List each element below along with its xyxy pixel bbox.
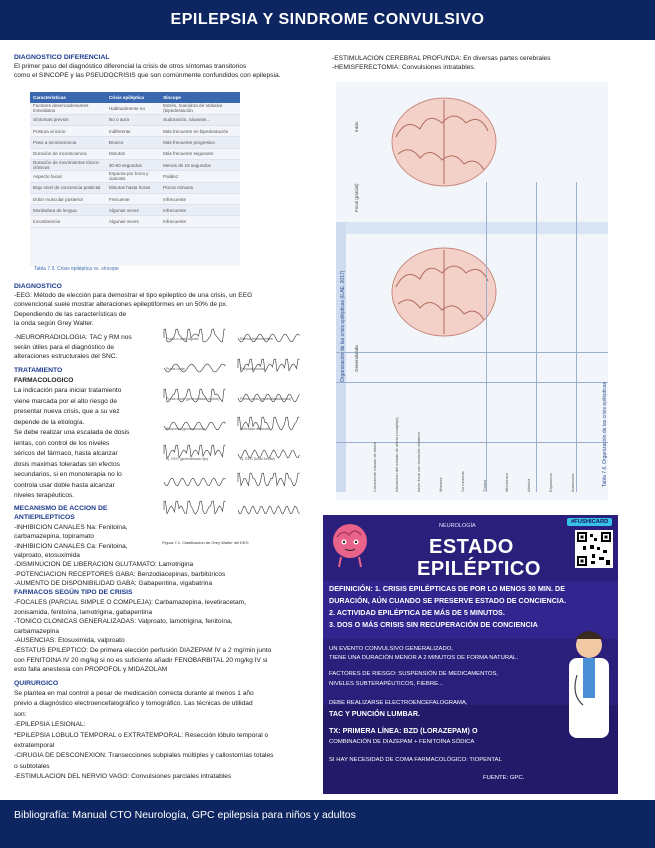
text-line: carbamazepina, topiramato	[14, 533, 94, 541]
table-row	[30, 159, 240, 170]
table-cell: No o aura	[106, 114, 160, 125]
table-cell: Frecuente	[106, 193, 160, 204]
text-line: *EPILEPSIA LOBULO TEMPORAL o EXTRATEMPORAL: Resección lóbulo temporal o	[14, 731, 269, 739]
table-cell: Infrecuente	[160, 216, 240, 227]
section-label: NEUROLOGÍA	[439, 523, 476, 529]
brain-icon	[392, 98, 496, 186]
table-row	[30, 205, 240, 216]
risk-line-2: NIVELES SUBTERAPÉUTICOS, FIEBRE...	[329, 681, 443, 687]
table-cell: Indiferente	[106, 126, 160, 137]
text-line: esto falla anestesia con PROPOFOL y MIDAZOLAM	[14, 666, 168, 674]
table-cell: Síntomas previos	[30, 114, 106, 125]
figure-label: Tabla 7.6. Organización de las crisis epilépticas	[602, 381, 608, 487]
eeg-trace	[164, 501, 226, 514]
text-line: son:	[14, 710, 27, 718]
table-row	[30, 103, 240, 114]
text-line: previo a diagnóstico electroencefalográfico y tomográfico. Las técnicas de utilidad	[14, 700, 253, 708]
def-line-1: DEFINICIÓN: 1. CRISIS EPILÉPTICAS DE POR LO MENOS 30 MIN. DE	[329, 584, 566, 593]
eeg-waves	[160, 318, 308, 548]
text-line: -INHIBICION CANALES Ca: Fenitoina,	[14, 542, 128, 550]
text-line: séricos del fármaco, hasta alcanzar	[14, 450, 118, 457]
table-cell: Postura al inicio	[30, 126, 106, 137]
figure-label: Ausencias	[570, 473, 575, 492]
figure-label: No motoras	[460, 471, 465, 492]
table-cell: Dolor muscular posterior	[30, 193, 106, 204]
table-cell: Paso a inconsciencia	[30, 137, 106, 148]
table-cell: Estrés, maniobra de Valsalva (bipedestación	[160, 103, 240, 114]
differential-table	[30, 92, 240, 266]
def-line-2: DURACIÓN, AÚN CUANDO SE PRESERVE ESTADO DE CONCIENCIA.	[329, 596, 567, 605]
coma-line: SI HAY NECESIDAD DE COMA FARMACOLÓGICO: TIOPENTAL	[329, 757, 502, 763]
figure-label: Polipunta (generalizada)	[166, 427, 205, 431]
table-cell: Brusco	[106, 137, 160, 148]
table-row	[30, 137, 240, 148]
eeg-text-1: -EEG: Método de elección para demostrar el tipo epileptico de una crisis, un EEG	[14, 292, 253, 299]
eeg-text-2: convencional suele mostrar alteraciones epileptiformes en un 50% de px.	[14, 301, 228, 308]
table-cell: Pocos minutos	[160, 182, 240, 193]
figure-label: Ej. EEG (focal frontal)	[240, 457, 275, 461]
text-line: valproato, etosuximida	[14, 551, 80, 559]
table-row	[30, 114, 240, 125]
text-line: lentas, con control de los niveles	[14, 439, 110, 447]
table-row	[30, 171, 240, 182]
figure-label: Motoras	[438, 477, 443, 492]
brain-icon	[392, 248, 496, 336]
figure-label: Mioclónica	[504, 473, 509, 492]
text-line: carbamazepina	[14, 627, 60, 635]
diff-heading: DIAGNOSTICO DIFERENCIAL	[14, 54, 110, 61]
hashtag-badge: #FUSHICARD	[567, 518, 612, 526]
diff-text-2: como el SINCOPE y las PSEUDOCRISIS que son comúnmente confundidos con epilepsia.	[14, 72, 281, 79]
dx-heading: DIAGNOSTICO	[14, 283, 62, 290]
table-header: Características	[30, 92, 106, 103]
text-line: -EPILEPSIA LESIONAL:	[14, 721, 86, 729]
table-row	[30, 126, 240, 137]
table-cell: Espuma por boca y cianosis	[106, 171, 160, 182]
footer-bibliography: Bibliografía: Manual CTO Neurología, GPC epilepsia para niños y adultos	[0, 800, 655, 848]
figure-label: Punta-onda	[166, 367, 185, 371]
table-cell: Algunas veces	[106, 205, 160, 216]
hemi-line: -HEMISFERECTOMIA: Convulsiones intratables.	[332, 64, 476, 71]
text-line: La indicación para iniciar tratamiento	[14, 387, 122, 394]
table-cell: Algunas veces	[106, 216, 160, 227]
table-cell: Más frecuente progresivo	[160, 137, 240, 148]
do-line-1: DEBE REALIZARSE ELECTROENCEFALOGRAMA,	[329, 700, 468, 706]
diff-text-1: El primer paso del diagnóstico diferencial la crisis de otros síntomas transitorios	[14, 63, 247, 70]
table-cell: Habitualmente no	[106, 103, 160, 114]
text-line: secundarios, si en monoterapia no lo	[14, 471, 122, 478]
eeg-trace	[238, 506, 300, 514]
table-cell: Más frecuente en bipedestación	[160, 126, 240, 137]
mech-heading-2: ANTIEPILEPTICOS	[14, 514, 75, 521]
figure-label: Ej. EEG (generalizado fijo)	[166, 457, 209, 461]
text-line: -ESTATUS EPILEPTICO: De primera elección perfusión DIAZEPAM IV a 2 mg/min junto	[14, 647, 272, 654]
figure-label: Actividad de fondo	[240, 427, 270, 431]
figure-label: Organización de las crisis epilépticas (ILAE, 2017)	[340, 270, 346, 382]
text-line: -POTENCIACION RECEPTORES GABA: Benzodiacepinas, barbitúricos	[14, 570, 226, 578]
def-line-4: 3. DOS O MÁS CRISIS SIN RECUPERACIÓN DE CONCIENCIA	[329, 620, 538, 629]
table-header: Crisis epiléptica	[106, 92, 160, 103]
table-cell: Duración de movimientos tónico-clónicos	[30, 159, 106, 170]
figure-label: Inicio focal con evolución bilateral	[416, 432, 421, 492]
table-cell: Sudoración, náuseas...	[160, 114, 240, 125]
table-cell: 30-60 segundos	[106, 159, 160, 170]
text-line: -AUMENTO DE DISPONIBILIDAD GABA: Gabapentina, vigabatrina	[14, 579, 213, 587]
table-row	[30, 216, 240, 227]
table-header: Síncope	[160, 92, 240, 103]
text-line: -ESTIMULACION DEL NERVIO VAGO: Convulsiones parciales intratables	[14, 773, 232, 781]
figure-label: Polipunta-onda	[240, 367, 265, 371]
eeg-text-4: la onda según Grey Walter.	[14, 320, 94, 327]
do-line-2: TAC Y PUNCIÓN LUMBAR.	[329, 709, 421, 718]
table-cell: Duración de inconsciencia	[30, 148, 106, 159]
table-cell: Aspecto facial	[30, 171, 106, 182]
text-line: extratemporal	[14, 742, 55, 749]
table-row	[30, 148, 240, 159]
text-line: dosis maximas toleradas sin efectos	[14, 460, 120, 468]
table-caption: Tabla 7.3. Crisis epiléptica vs. síncope	[34, 266, 119, 272]
qx-heading: QUIRURGICO	[14, 680, 59, 687]
text-line: -CIRUGIA DE DESCONEXION: Transecciones subpiales múltiples y callostomías totales	[14, 752, 274, 760]
neuro-text-2: serán útiles para el diagnóstico de	[14, 344, 115, 351]
table-cell: Minutos	[106, 148, 160, 159]
def-line-3: 2. ACTIVIDAD EPILÉPTICA DE MÁS DE 5 MINUTOS.	[329, 608, 505, 617]
text-line: -INHIBICION CANALES Na: Fenitoina,	[14, 524, 128, 531]
eeg-trace	[238, 473, 300, 486]
crisis-heading: FARMACOS SEGÚN TIPO DE CRISIS	[14, 589, 133, 596]
figure-label: Tónica	[482, 479, 487, 492]
page-title: EPILEPSIA Y SINDROME CONVULSIVO	[0, 0, 655, 40]
farm-heading: FARMACOLOGICO	[14, 377, 74, 384]
text-line: controla usar doble hasta alcanzar	[14, 481, 115, 489]
table-row	[30, 193, 240, 204]
figure-label: Punta-onda (generalizada lenta)	[240, 397, 292, 401]
text-line: niveles terapéuticos.	[14, 492, 75, 499]
stim-line: -ESTIMULACION CEREBRAL PROFUNDA: En diversas partes cerebrales	[332, 55, 551, 62]
text-line: o subtotales	[14, 762, 50, 770]
text-line: -FOCALES (PARCIAL SIMPLE O COMPLEJA): Carbamazepina, levetiracetam,	[14, 599, 246, 606]
figure-label: Consciente estado de alerta	[372, 442, 377, 492]
tx-heading: TRATAMIENTO	[14, 367, 63, 374]
text-line: -DISMINUCION DE LIBERACION GLUTAMATO: Lamotrigina	[14, 561, 194, 569]
figure-label: Ritmos intermitentes	[240, 337, 273, 341]
text-line: depende de la etiología.	[14, 418, 85, 426]
neuro-text-3: alteraciones estructurales del SNC.	[14, 353, 118, 360]
infographic-title-2: EPILÉPTICO	[417, 558, 541, 580]
table-cell: Factores desencadenantes inmediatos	[30, 103, 106, 114]
conv-line-2: TIENE UNA DURACIÓN MENOR A 2 MINUTOS DE FORMA NATURAL.	[329, 655, 518, 661]
infographic-title-1: ESTADO	[429, 536, 514, 558]
table-row	[30, 182, 240, 193]
figure-label: Afectación del estado de alerta (compleja)	[394, 417, 399, 492]
classification-figure	[336, 82, 608, 500]
table-cell: Infrecuente	[160, 193, 240, 204]
text-line: Se debe realizar una escalada de dosis	[14, 429, 130, 436]
classification-graphic	[336, 82, 608, 500]
neuro-text-1: -NEURORRADIOLOGIA: TAC y RM nos	[14, 334, 132, 341]
risk-line-1: FACTORES DE RIESGO: SUSPENSIÓN DE MEDICAMENTOS,	[329, 671, 499, 677]
text-line: presentar nueva crisis, que a su vez	[14, 408, 120, 415]
tx-line-1: TX: PRIMERA LÍNEA: BZD (LORAZEPAM) O	[329, 726, 478, 735]
table-cell: Infrecuente	[160, 205, 240, 216]
conv-line-1: UN EVENTO CONVULSIVO GENERALIZADO,	[329, 646, 453, 652]
qr-code[interactable]	[575, 530, 613, 568]
source-line: FUENTE: GPC.	[483, 775, 525, 781]
figure-label: Espasmos	[548, 473, 553, 492]
infographic	[323, 515, 618, 794]
table-cell: Minutos hasta horas	[106, 182, 160, 193]
figure-label: Atónica	[526, 478, 531, 492]
figure-label: Generalizada	[354, 345, 359, 372]
table-cell: Más frecuente segundos	[160, 148, 240, 159]
table-cell: Bajo nivel de conciencia postictal	[30, 182, 106, 193]
text-line: -AUSENCIAS: Etosuximida, valproato	[14, 637, 125, 645]
text-line: Se plantea en mal control a pesar de medicación correcta durante al menos 1 año	[14, 690, 254, 697]
tx-line-2: COMBINACIÓN DE DIAZEPAM + FENITOÍNA SÓDICA	[329, 739, 475, 745]
eeg-trace	[164, 478, 226, 486]
figure-label: Focal (parcial)	[354, 183, 359, 212]
eeg-text-3: Dependiendo de las características de	[14, 311, 127, 318]
table-cell: Palidez	[160, 171, 240, 182]
figure-label: Punta o onda aguda	[166, 337, 199, 341]
eeg-figure	[160, 318, 308, 548]
figure-label: Punta-onda (generalizada rápida)	[166, 397, 220, 401]
table-cell: Mordedura de lengua	[30, 205, 106, 216]
text-line: viene marcada por el alto riesgo de	[14, 397, 117, 405]
figure-label: Inicio	[354, 121, 359, 132]
table-cell: Menos de 15 segundos	[160, 159, 240, 170]
text-line: -TONICO CLONICAS GENERALIZADAS: Valproato, lamotrigina, fenitoína,	[14, 618, 233, 626]
text-line: zonisamida, fenitoína, lamotrigina, gabapentina	[14, 608, 153, 616]
figure-label: Figura 7.1. Clasificación de Grey Walter del EEG	[162, 540, 249, 545]
text-line: con FENITOINA IV 20 mg/kg si no es suficiente añadir FENOBARBITAL 20 mg/kg IV si	[14, 656, 268, 664]
table-cell: Incontinencia	[30, 216, 106, 227]
qr-pattern	[575, 530, 613, 568]
mech-heading-1: MECANISMO DE ACCION DE	[14, 505, 108, 512]
